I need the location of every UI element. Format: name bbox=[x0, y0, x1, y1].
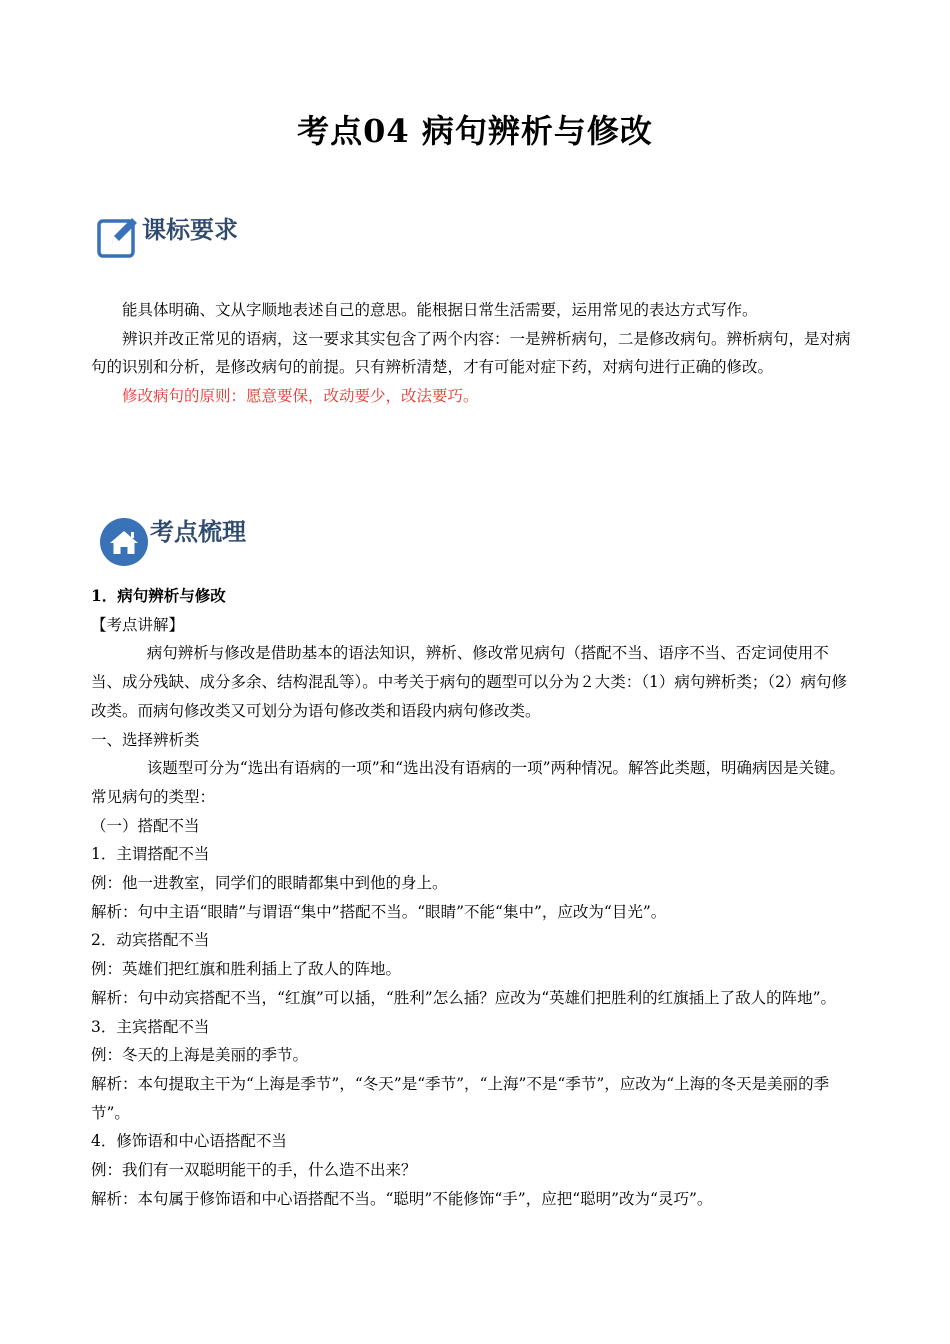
curriculum-content bbox=[91, 296, 853, 411]
edit-icon bbox=[96, 210, 140, 260]
section-title-curriculum: 课标要求 bbox=[142, 216, 238, 244]
item-analysis: 解析：句中动宾搭配不当，“红旗”可以插，“胜利”怎么插？应改为“英雄们把胜利的红旗插上了敌人的阵地”。 bbox=[91, 988, 837, 1007]
item-example: 例：英雄们把红旗和胜利插上了敌人的阵地。 bbox=[91, 960, 402, 979]
section-header-curriculum bbox=[96, 210, 238, 260]
section-title-review: 考点梳理 bbox=[150, 518, 246, 546]
item-title: 4．修饰语和中心语搭配不当 bbox=[91, 1132, 287, 1151]
item-title: 2．动宾搭配不当 bbox=[91, 931, 210, 950]
home-icon bbox=[100, 518, 148, 566]
principle-text: 修改病句的原则：愿意要保，改动要少，改法要巧。 bbox=[122, 387, 479, 406]
section-header-review bbox=[100, 512, 246, 566]
type-description: 该题型可分为“选出有语病的一项”和“选出没有语病的一项”两种情况。解答此类题，明确病因是关键。常见病句的类型： bbox=[91, 759, 845, 806]
item-analysis: 解析：本句提取主干为“上海是季节”，“冬天”是“季节”，“上海”不是“季节”，应改为“上海的冬天是美丽的季节”。 bbox=[91, 1074, 830, 1122]
paragraph: 辨识并改正常见的语病，这一要求其实包含了两个内容：一是辨析病句，二是修改病句。辨析病句，是对病句的识别和分析，是修改病句的前提。只有辨析清楚，才有可能对症下药，对病句进行正确的修改。 bbox=[91, 329, 851, 377]
item-analysis: 解析：句中主语“眼睛”与谓语“集中”搭配不当。“眼睛”不能“集中”，应改为“目光”。 bbox=[91, 902, 667, 921]
item-example: 例：他一进教室，同学们的眼睛都集中到他的身上。 bbox=[91, 874, 448, 893]
item-title: 3．主宾搭配不当 bbox=[91, 1017, 210, 1036]
lecture-label: 【考点讲解】 bbox=[91, 615, 185, 634]
type-heading: 一、选择辨析类 bbox=[91, 730, 200, 749]
page-title: 考点04 病句辨析与修改 bbox=[297, 112, 653, 150]
item-analysis: 解析：本句属于修饰语和中心语搭配不当。“聪明”不能修饰“手”，应把“聪明”改为“灵巧”。 bbox=[91, 1189, 713, 1208]
paragraph: 能具体明确、文从字顺地表述自己的意思。能根据日常生活需要，运用常见的表达方式写作。 bbox=[122, 301, 758, 319]
item-example: 例：冬天的上海是美丽的季节。 bbox=[91, 1046, 309, 1065]
review-content bbox=[91, 582, 853, 1213]
topic-heading: 1．病句辨析与修改 bbox=[91, 586, 226, 605]
intro-paragraph: 病句辨析与修改是借助基本的语法知识，辨析、修改常见病句（搭配不当、语序不当、否定词使用不当、成分残缺、成分多余、结构混乱等）。中考关于病句的题型可以分为２大类：（1）病句辨析类；（2）病句修改类。而病句修改类又可划分为语句修改类和语段内病句修改类。 bbox=[91, 644, 847, 720]
item-example: 例：我们有一双聪明能干的手，什么造不出来？ bbox=[91, 1161, 417, 1180]
item-title: 1．主谓搭配不当 bbox=[91, 845, 210, 864]
subheading: （一）搭配不当 bbox=[91, 816, 200, 835]
